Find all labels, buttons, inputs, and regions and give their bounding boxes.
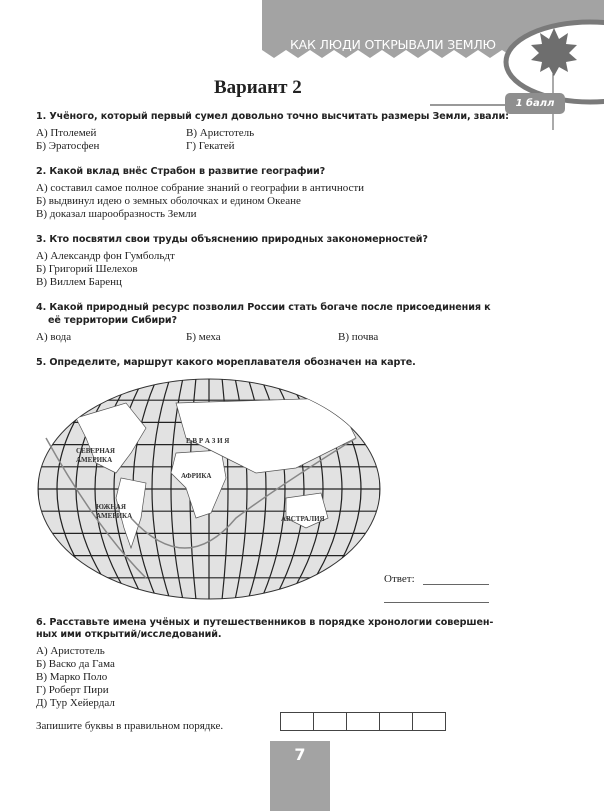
question-4-cont: её территории Сибири? [48,315,177,326]
option: Б) выдвинул идею о земных оболочках и едином Океане [36,195,301,207]
option: В) Аристотель [186,127,255,139]
map-label: АФРИКА [181,472,212,480]
option: Г) Гекатей [186,140,235,152]
question-3: 3. Кто посвятил свои труды объяснению природных закономерностей? [36,234,428,245]
answer-cell[interactable] [314,713,347,730]
points-badge: 1 балл [505,93,565,114]
option: В) Виллем Баренц [36,276,122,288]
question-5: 5. Определите, маршрут какого мореплавателя обозначен на карте. [36,357,416,368]
question-6: 6. Расставьте имена учёных и путешественников в порядке хронологии совершен- [36,617,494,628]
option: Г) Роберт Пири [36,684,109,696]
answer-cells[interactable] [280,712,446,731]
option: Д) Тур Хейердал [36,697,115,709]
page-number: 7 [270,741,330,811]
option: В) почва [338,331,379,343]
map-label: ЮЖНАЯ [96,503,126,511]
option: Б) Эратосфен [36,140,100,152]
map-label: СЕВЕРНАЯ [76,447,115,455]
question-4: 4. Какой природный ресурс позволил России стать богаче после присоединения к [36,302,491,313]
instruction: Запишите буквы в правильном порядке. [36,720,224,732]
question-6-cont: ных ими открытий/исследований. [36,629,222,640]
question-1: 1. Учёного, который первый сумел довольно точно высчитать размеры Земли, звали: [36,111,509,122]
option: А) Птолемей [36,127,97,139]
option: А) Аристотель [36,645,105,657]
answer-line[interactable] [423,584,489,585]
question-2: 2. Какой вклад внёс Страбон в развитие географии? [36,166,326,177]
option: Б) меха [186,331,221,343]
world-map [36,378,382,600]
answer-cell[interactable] [347,713,380,730]
option: Б) Григорий Шелехов [36,263,138,275]
option: А) составил самое полное собрание знаний о географии в античности [36,182,365,194]
option: А) Александр фон Гумбольдт [36,250,175,262]
option: А) вода [36,331,72,343]
answer-cell[interactable] [413,713,445,730]
answer-cell[interactable] [281,713,314,730]
map-label: Е В Р А З И Я [186,437,230,445]
star-icon [528,26,580,78]
map-label: АВСТРАЛИЯ [281,515,325,523]
answer-line-2[interactable] [384,602,489,603]
answer-cell[interactable] [380,713,413,730]
answer-label: Ответ: [384,573,415,585]
page-title: Вариант 2 [214,77,302,98]
map-label: АМЕРИКА [76,456,113,464]
option: В) Марко Поло [36,671,108,683]
option: Б) Васко да Гама [36,658,115,670]
option: В) доказал шарообразность Земли [36,208,197,220]
map-label: АМЕРИКА [96,512,133,520]
section-title: КАК ЛЮДИ ОТКРЫВАЛИ ЗЕМЛЮ [290,37,496,52]
